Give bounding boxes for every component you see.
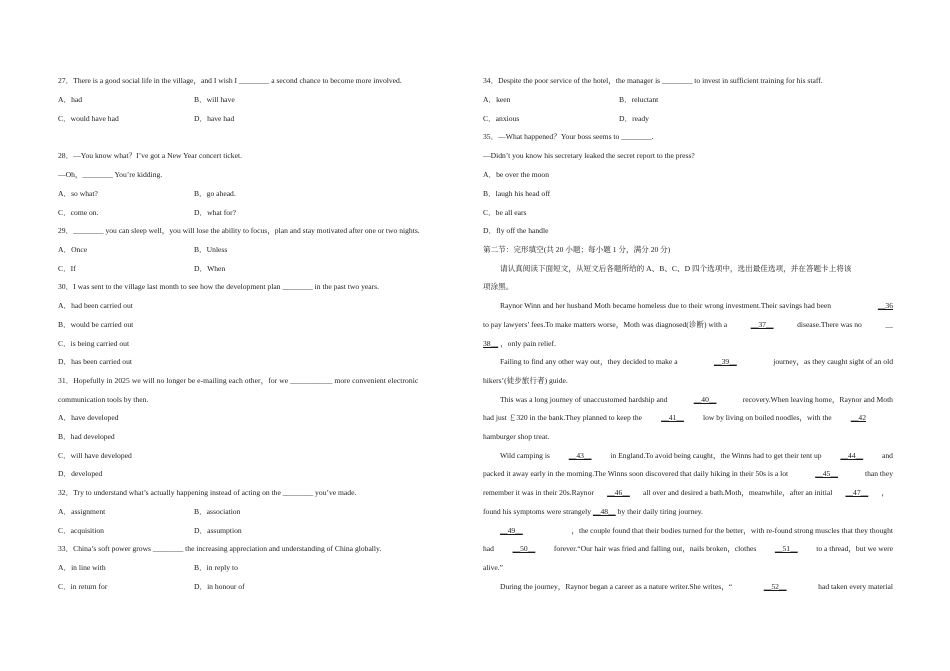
q27-option-d: D．have had bbox=[194, 114, 235, 123]
q28-option-c: C．come on. bbox=[58, 208, 99, 217]
q31-stem-line1: 31．Hopefully in 2025 we will no longer be e-mailing each other，for we ___________ more convenient electronic bbox=[58, 376, 419, 385]
q28-reply: —Oh，________ You’re kidding. bbox=[58, 170, 163, 179]
q29-option-c: C．If bbox=[58, 264, 76, 273]
passage-line bbox=[483, 320, 893, 330]
q33-option-a: A．in line with bbox=[58, 563, 106, 572]
q35-stem: 35．—What happened？Your boss seems to ________. bbox=[483, 132, 654, 141]
blank-40: __40__ bbox=[693, 395, 717, 404]
passage-line bbox=[483, 339, 556, 349]
q27-option-b: B．will have bbox=[194, 95, 235, 104]
passage-text: __ bbox=[885, 320, 893, 329]
passage-line: hamburger shop treat. bbox=[483, 432, 550, 441]
passage-text: disease.There was no bbox=[797, 320, 862, 329]
q32-option-b: B．association bbox=[194, 507, 241, 516]
q33-stem: 33．China’s soft power grows ________ the increasing appreciation and understanding of China globally. bbox=[58, 544, 382, 553]
passage-text: found his symptoms were strangely bbox=[483, 507, 591, 516]
q31-option-d: D．developed bbox=[58, 469, 103, 478]
q31-option-c: C．will have developed bbox=[58, 451, 132, 460]
q28-option-a: A．so what? bbox=[58, 189, 98, 198]
passage-line bbox=[483, 413, 866, 423]
passage-text: packed it away early in the morning.The Winns soon discovered that daily hiking in their 50s is a lot bbox=[483, 469, 789, 478]
blank-52: __52__ bbox=[763, 582, 787, 591]
passage-text: ，only pain relief. bbox=[500, 339, 556, 348]
q34-option-d: D．ready bbox=[619, 114, 649, 123]
q32-option-a: A．assignment bbox=[58, 507, 106, 516]
q27-stem: 27．There is a good social life in the village，and I wish I ________ a second chance to become more involved. bbox=[58, 76, 402, 85]
q29-option-d: D．When bbox=[194, 264, 226, 273]
q29-option-a: A．Once bbox=[58, 245, 88, 254]
q27-option-c: C．would have had bbox=[58, 114, 119, 123]
q29-option-b: B．Unless bbox=[194, 245, 228, 254]
passage-text: had bbox=[483, 544, 494, 553]
blank-42: __42 bbox=[850, 413, 866, 422]
q35-option-a: A．be over the moon bbox=[483, 170, 550, 179]
q28-option-b: B．go ahead. bbox=[194, 189, 236, 198]
passage-text: and bbox=[882, 451, 893, 460]
blank-47: __47__ bbox=[845, 488, 869, 497]
passage-text: than they bbox=[864, 469, 893, 478]
instructions-line1: 请认真阅读下面短文，从短文后各题所给的 A、B、C、D 四个选项中，选出最佳选项，并在答题卡上将该 bbox=[500, 264, 852, 273]
passage-line bbox=[483, 301, 893, 311]
passage-text: all over and desired a bath.Moth，meanwhile，after an initial bbox=[642, 488, 833, 497]
q35-option-c: C．be all ears bbox=[483, 208, 527, 217]
q31-stem-line2: communication tools by then. bbox=[58, 395, 149, 404]
q30-stem: 30．I was sent to the village last month to see how the development plan ________ in the past two years. bbox=[58, 282, 379, 291]
passage-line bbox=[483, 357, 893, 367]
q28-stem: 28．—You know what？I’ve got a New Year concert ticket. bbox=[58, 151, 242, 160]
q34-stem: 34．Despite the poor service of the hotel，the manager is ________ to invest in sufficient training for his staff. bbox=[483, 76, 823, 85]
blank-45: __45__ bbox=[815, 469, 838, 478]
blank-39: __39__ bbox=[714, 357, 737, 366]
passage-line bbox=[483, 582, 893, 592]
passage-text: to pay lawyers’ fees.To make matters worse，Moth was diagnosed(诊断) with a bbox=[483, 320, 728, 329]
blank-37: __37__ bbox=[750, 320, 774, 329]
q30-option-b: B．would be carried out bbox=[58, 320, 134, 329]
passage-line bbox=[483, 395, 893, 405]
passage-line bbox=[483, 451, 893, 461]
passage-line bbox=[483, 544, 893, 554]
passage-line bbox=[483, 488, 889, 498]
q33-option-b: B．in reply to bbox=[194, 563, 238, 572]
passage-text: to a thread，but we were bbox=[816, 544, 893, 553]
passage-text: ， bbox=[881, 488, 889, 497]
passage-line: hikers’(徒步旅行者) guide. bbox=[483, 376, 568, 385]
q34-option-b: B．reluctant bbox=[619, 95, 659, 104]
passage-text: ，the couple found that their bodies turned for the better，with re-found strong muscles that they thought bbox=[571, 526, 893, 535]
blank-46: __46__ bbox=[607, 488, 630, 497]
passage-text: in England.To avoid being caught，the Winns had to get their tent up bbox=[610, 451, 822, 460]
blank-38: 38__ bbox=[483, 339, 499, 348]
q35-option-b: B．laugh his head off bbox=[483, 189, 551, 198]
q31-option-a: A．have developed bbox=[58, 413, 119, 422]
passage-text: During the journey，Raynor began a career as a nature writer.She writes，“ bbox=[500, 582, 733, 591]
blank-43: __43__ bbox=[568, 451, 592, 460]
instructions-line2: 项涂黑。 bbox=[483, 282, 514, 291]
passage-text: forever.“Our hair was fried and falling out，nails broken，clothes bbox=[553, 544, 757, 553]
q33-option-c: C．in return for bbox=[58, 582, 108, 591]
passage-text: journey，as they caught sight of an old bbox=[773, 357, 893, 366]
blank-50: __50__ bbox=[512, 544, 536, 553]
passage-line bbox=[483, 526, 893, 536]
passage-text: Failing to find any other way out，they decided to make a bbox=[500, 357, 678, 366]
passage-line bbox=[483, 469, 893, 479]
q29-stem: 29．________ you can sleep well，you will lose the ability to focus，plan and stay motivated after one or two nights. bbox=[58, 226, 420, 235]
passage-text: recovery.When leaving home，Raynor and Moth bbox=[742, 395, 893, 404]
passage-text: had taken every material bbox=[818, 582, 893, 591]
passage-text: Wild camping is bbox=[500, 451, 550, 460]
q30-option-a: A．had been carried out bbox=[58, 301, 133, 310]
blank-49: __49__ bbox=[500, 526, 523, 535]
passage-text: remember it was in their 20s.Raynor bbox=[483, 488, 594, 497]
passage-text: This was a long journey of unaccustomed hardship and bbox=[500, 395, 668, 404]
section-heading: 第二节：完形填空(共 20 小题；每小题 1 分，满分 20 分) bbox=[483, 245, 671, 254]
q31-option-b: B．had developed bbox=[58, 432, 115, 441]
blank-48: __48__ bbox=[592, 507, 616, 516]
q28-option-d: D．what for? bbox=[194, 208, 236, 217]
passage-line bbox=[483, 507, 703, 517]
q32-option-d: D．assumption bbox=[194, 526, 242, 535]
q34-option-a: A．keen bbox=[483, 95, 511, 104]
q35-option-d: D．fly off the handle bbox=[483, 226, 549, 235]
blank-51: __51__ bbox=[774, 544, 798, 553]
q34-option-c: C．anxious bbox=[483, 114, 520, 123]
q30-option-d: D．has been carried out bbox=[58, 357, 133, 366]
q33-option-d: D．in honour of bbox=[194, 582, 245, 591]
blank-36: __36 bbox=[877, 301, 893, 310]
blank-44: __44__ bbox=[840, 451, 864, 460]
q32-option-c: C．acquisition bbox=[58, 526, 104, 535]
q27-option-a: A．had bbox=[58, 95, 83, 104]
q35-reply: —Didn’t you know his secretary leaked the secret report to the press? bbox=[483, 151, 695, 160]
q32-stem: 32．Try to understand what’s actually happening instead of acting on the ________ you’ve made. bbox=[58, 488, 357, 497]
blank-41: __41__ bbox=[661, 413, 684, 422]
passage-text: low by living on boiled noodles，with the bbox=[703, 413, 832, 422]
passage-text: Raynor Winn and her husband Moth became homeless due to their wrong investment.Their savings had been bbox=[500, 301, 832, 310]
q30-option-c: C．is being carried out bbox=[58, 339, 130, 348]
passage-text: by their daily tiring journey. bbox=[617, 507, 703, 516]
passage-text: had just ￡320 in the bank.They planned to keep the bbox=[483, 413, 643, 422]
passage-line: alive.” bbox=[483, 563, 504, 572]
